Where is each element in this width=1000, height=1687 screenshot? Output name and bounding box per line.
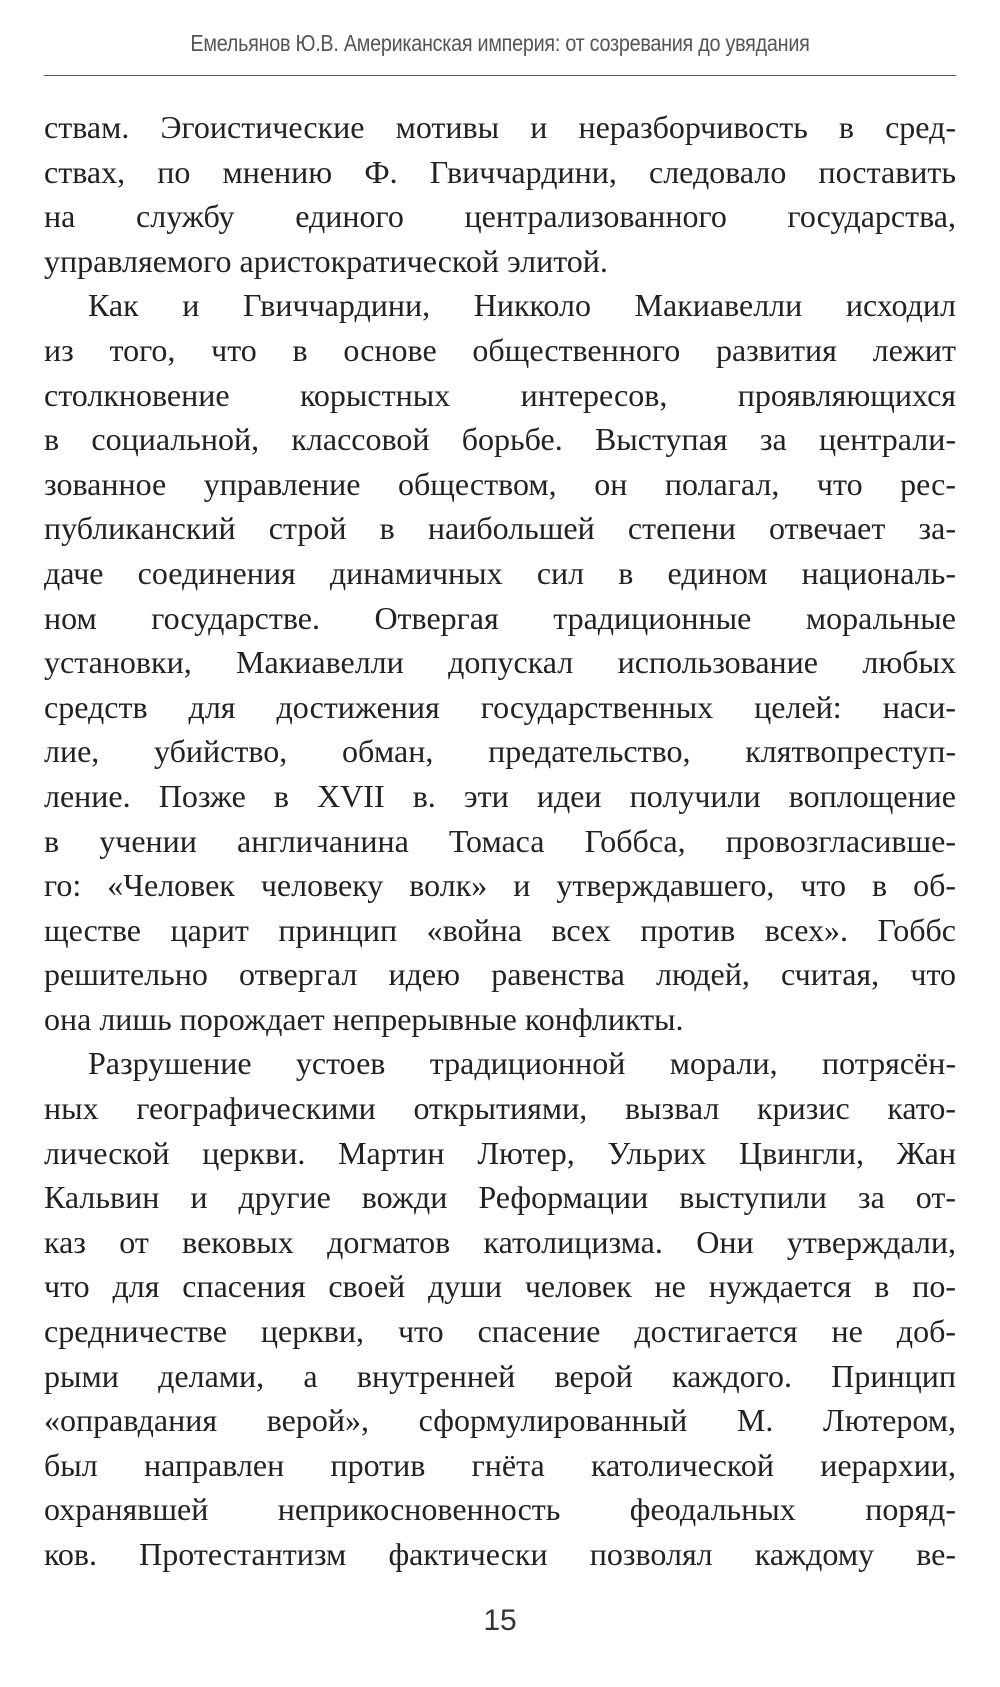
text-line: управляемого аристократической элитой.: [44, 242, 608, 279]
text-line: охранявшей неприкосновенность феодальных поряд-: [44, 1491, 956, 1528]
text-line: ков. Протестантизм фактически позволял каждому ве-: [44, 1536, 956, 1572]
text-line: лие, убийство, обман, предательство, клятвопреступ-: [44, 733, 956, 770]
text-line: го: «Человек человеку волк» и утверждавшего, что в об-: [44, 867, 956, 904]
text-line: в учении англичанина Томаса Гоббса, провозгласивше-: [44, 822, 956, 859]
text-line: «оправдания верой», сформулированный М. Лютером,: [44, 1402, 956, 1439]
text-line: установки, Макиавелли допускал использование любых: [44, 644, 956, 681]
paragraph-3: [44, 1041, 956, 1576]
text-line: зованное управление обществом, он полагал, что рес-: [44, 465, 956, 502]
text-line: лической церкви. Мартин Лютер, Ульрих Цвингли, Жан: [44, 1134, 956, 1171]
text-line: ление. Позже в XVII в. эти идеи получили воплощение: [44, 777, 956, 814]
text-line: средничестве церкви, что спасение достигается не доб-: [44, 1313, 956, 1350]
text-line: столкновение корыстных интересов, проявляющихся: [44, 376, 956, 413]
text-line: ществе царит принцип «война всех против всех». Гоббс: [44, 911, 956, 948]
text-line: что для спасения своей души человек не нуждается в по-: [44, 1268, 956, 1305]
text-line: Как и Гвиччардини, Никколо Макиавелли исходил: [88, 287, 956, 324]
text-line: средств для достижения государственных целей: наси-: [44, 688, 956, 725]
body-text: [44, 105, 956, 1577]
running-title: Емельянов Ю.В. Американская империя: от созревания до увядания: [190, 30, 810, 56]
text-line: она лишь порождает непрерывные конфликты.: [44, 1000, 684, 1037]
page-number: 15: [483, 1604, 517, 1637]
text-line: каз от вековых догматов католицизма. Они утверждали,: [44, 1223, 956, 1260]
paragraph-1: [44, 105, 956, 283]
text-line: ствах, по мнению Ф. Гвиччардини, следовало поставить: [44, 153, 956, 190]
text-line: Разрушение устоев традиционной морали, потрясён-: [88, 1045, 956, 1082]
header-divider: [44, 75, 956, 76]
paragraph-2: [44, 283, 956, 1041]
text-line: был направлен против гнёта католической иерархии,: [44, 1446, 956, 1483]
text-line: решительно отвергал идею равенства людей, считая, что: [44, 956, 956, 993]
text-line: ствам. Эгоистические мотивы и неразборчивость в сред-: [44, 109, 956, 145]
text-line: рыми делами, а внутренней верой каждого. Принцип: [44, 1357, 956, 1394]
text-line: ном государстве. Отвергая традиционные моральные: [44, 599, 956, 636]
text-line: ных географическими открытиями, вызвал кризис като-: [44, 1090, 956, 1127]
text-line: из того, что в основе общественного развития лежит: [44, 331, 956, 368]
text-line: на службу единого централизованного государства,: [44, 198, 956, 235]
text-line: Кальвин и другие вожди Реформации выступили за от-: [44, 1179, 956, 1216]
text-line: в социальной, классовой борьбе. Выступая за централи-: [44, 421, 956, 458]
text-line: публиканский строй в наибольшей степени отвечает за-: [44, 510, 956, 547]
text-line: даче соединения динамичных сил в едином националь-: [44, 554, 956, 591]
